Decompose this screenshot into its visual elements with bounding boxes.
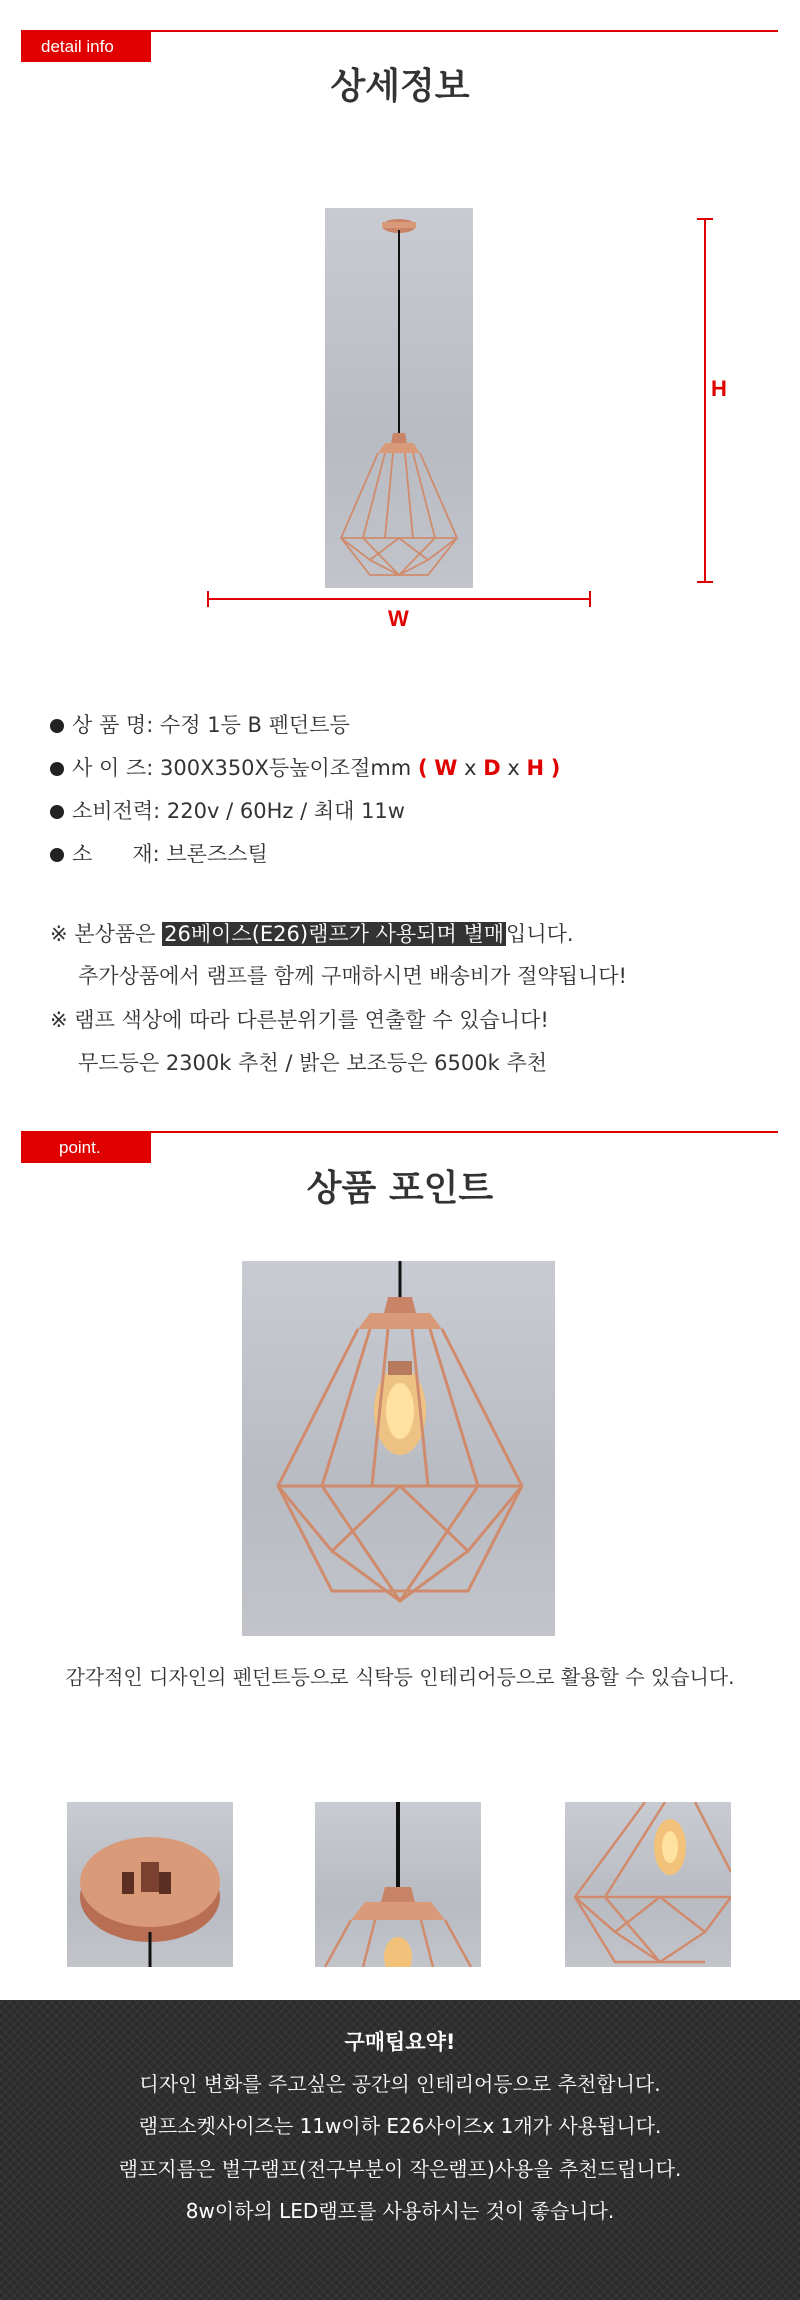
note-text: 추가상품에서 램프를 함께 구매하시면 배송비가 절약됩니다!: [78, 964, 627, 988]
detail-thumb-cage: [565, 1802, 731, 1967]
height-dimension-cap-top: [697, 218, 713, 220]
size-open-paren: (: [417, 756, 428, 780]
note-text: 무드등은 2300k 추천 / 밝은 보조등은 6500k 추천: [78, 1051, 548, 1075]
width-dimension-cap-left: [207, 591, 209, 607]
summary-line: 램프지름은 벌구램프(전구부분이 작은램프)사용을 추천드립니다.: [118, 2157, 682, 2181]
bullet-icon: [50, 848, 64, 862]
note-text: 램프 색상에 따라 다른분위기를 연출할 수 있습니다!: [74, 1008, 549, 1032]
size-d: D: [483, 756, 501, 780]
spec-product-name: [50, 709, 350, 739]
spec-label: 소 재:: [72, 842, 160, 866]
height-dimension-cap-bottom: [697, 581, 713, 583]
point-title: 상품 포인트: [306, 1168, 494, 1209]
width-label: W: [388, 606, 409, 631]
width-dimension-line: [207, 598, 591, 600]
spec-size: [50, 752, 560, 782]
product-photo-closeup: [242, 1261, 555, 1636]
point-caption: 감각적인 디자인의 펜던트등으로 식탁등 인테리어등으로 활용할 수 있습니다.: [65, 1665, 735, 1689]
purchase-tip-summary: [0, 2000, 800, 2300]
summary-line: 디자인 변화를 주고싶은 공간의 인테리어등으로 추천합니다.: [139, 2072, 661, 2096]
detail-thumb-ceiling-cap: [67, 1802, 233, 1967]
detail-title: 상세정보: [330, 66, 470, 107]
detail-info-tag: detail info: [21, 32, 151, 62]
spec-label: 사 이 즈:: [72, 756, 154, 780]
note-line-4: [78, 1047, 547, 1077]
note-text: 본상품은: [74, 922, 156, 946]
spec-value: 220v / 60Hz / 최대 11w: [166, 799, 405, 823]
size-w: W: [434, 756, 458, 780]
ceiling-cap-image: [67, 1802, 233, 1967]
summary-line: 램프소켓사이즈는 11w이하 E26사이즈x 1개가 사용됩니다.: [138, 2114, 662, 2138]
size-h: H: [526, 756, 545, 780]
pendant-lamp-image: [325, 208, 473, 588]
height-dimension-line: [704, 218, 706, 583]
size-x-1: x: [464, 756, 477, 780]
note-text: 입니다.: [506, 922, 574, 946]
spec-value: 브론즈스틸: [166, 842, 268, 866]
bullet-icon: [50, 805, 64, 819]
spec-label: 상 품 명:: [72, 713, 154, 737]
bullet-icon: [50, 762, 64, 776]
summary-line: 8w이하의 LED램프를 사용하시는 것이 좋습니다.: [185, 2199, 615, 2223]
spec-value: 300X350X등높이조절mm: [159, 756, 412, 780]
spec-label: 소비전력:: [72, 799, 161, 823]
pendant-lamp-closeup-image: [242, 1261, 555, 1636]
detail-thumb-socket: [315, 1802, 481, 1967]
note-line-1: [50, 918, 574, 948]
width-dimension-cap-right: [589, 591, 591, 607]
note-mark: ※: [50, 1008, 68, 1032]
socket-image: [315, 1802, 481, 1967]
note-line-2: [78, 960, 627, 990]
spec-material: [50, 838, 268, 868]
point-tag: point.: [21, 1133, 151, 1163]
note-mark: ※: [50, 922, 68, 946]
height-label: H: [711, 376, 727, 401]
summary-title: 구매팁요약!: [344, 2030, 456, 2054]
product-photo-full: [325, 208, 473, 588]
bullet-icon: [50, 719, 64, 733]
note-highlight: 26베이스(E26)램프가 사용되며 별매: [164, 922, 505, 946]
note-line-3: [50, 1004, 549, 1034]
spec-value: 수정 1등 B 펜던트등: [159, 713, 350, 737]
size-x-2: x: [507, 756, 520, 780]
cage-image: [565, 1802, 731, 1967]
size-close-paren: ): [550, 756, 561, 780]
spec-power: [50, 795, 405, 825]
